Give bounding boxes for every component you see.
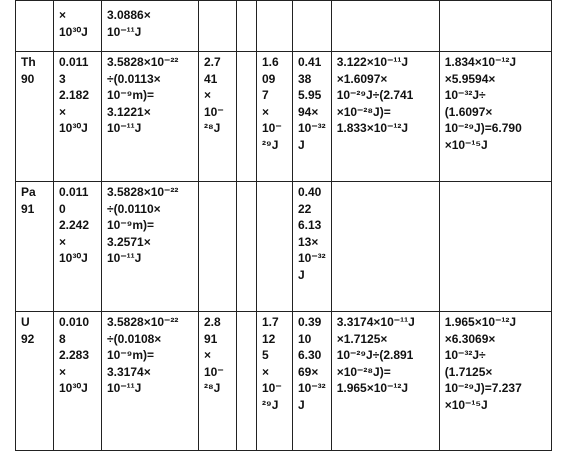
value-cell: 0.011 3 2.182 × 10³⁰J xyxy=(54,52,102,182)
value-cell xyxy=(199,1,237,52)
value-cell: 3.3174×10⁻¹¹J ×1.7125× 10⁻²⁹J÷(2.891 ×10⁻²⁸J)= 1.965×10⁻¹²J xyxy=(331,312,439,451)
value-cell xyxy=(439,1,551,52)
value-cell: 1.965×10⁻¹²J ×6.3069× 10⁻³²J÷ (1.7125× 10⁻²⁹J)=7.237 ×10⁻¹⁵J xyxy=(439,312,551,451)
value-cell: 1.7 12 5 × 10⁻ ²⁹J xyxy=(257,312,293,451)
table-row xyxy=(16,182,552,312)
value-cell xyxy=(237,182,257,312)
value-cell xyxy=(439,182,551,312)
element-cell: U 92 xyxy=(16,312,54,451)
value-cell: 1.6 09 7 × 10⁻ ²⁹J xyxy=(257,52,293,182)
value-cell xyxy=(237,312,257,451)
value-cell xyxy=(293,1,332,52)
value-cell: 0.011 0 2.242 × 10³⁰J xyxy=(54,182,102,312)
element-cell: Th 90 xyxy=(16,52,54,182)
value-cell: 0.010 8 2.283 × 10³⁰J xyxy=(54,312,102,451)
value-cell: 1.834×10⁻¹²J ×5.9594× 10⁻³²J÷ (1.6097× 10⁻²⁹J)=6.790 ×10⁻¹⁵J xyxy=(439,52,551,182)
table-row xyxy=(16,312,552,451)
value-cell xyxy=(257,1,293,52)
value-cell: 3.5828×10⁻²² ÷(0.0113× 10⁻⁹m)= 3.1221× 10⁻¹¹J xyxy=(102,52,199,182)
value-cell xyxy=(237,1,257,52)
element-cell: Pa 91 xyxy=(16,182,54,312)
value-cell: 3.5828×10⁻²² ÷(0.0110× 10⁻⁹m)= 3.2571× 10⁻¹¹J xyxy=(102,182,199,312)
value-cell: × 10³⁰J xyxy=(54,1,102,52)
element-cell xyxy=(16,1,54,52)
value-cell xyxy=(199,182,237,312)
value-cell xyxy=(237,52,257,182)
value-cell: 0.40 22 6.13 13× 10⁻³² J xyxy=(293,182,332,312)
value-cell: 2.7 41 × 10⁻ ²⁸J xyxy=(199,52,237,182)
value-cell: 3.0886× 10⁻¹¹J xyxy=(102,1,199,52)
value-cell xyxy=(331,182,439,312)
value-cell: 2.8 91 × 10⁻ ²⁸J xyxy=(199,312,237,451)
value-cell: 0.39 10 6.30 69× 10⁻³² J xyxy=(293,312,332,451)
table-row xyxy=(16,1,552,52)
value-cell: 3.5828×10⁻²² ÷(0.0108× 10⁻⁹m)= 3.3174× 10⁻¹¹J xyxy=(102,312,199,451)
value-cell xyxy=(331,1,439,52)
value-cell xyxy=(257,182,293,312)
value-cell: 0.41 38 5.95 94× 10⁻³² J xyxy=(293,52,332,182)
table-row xyxy=(16,52,552,182)
value-cell: 3.122×10⁻¹¹J ×1.6097× 10⁻²⁹J÷(2.741 ×10⁻²⁸J)= 1.833×10⁻¹²J xyxy=(331,52,439,182)
data-table xyxy=(15,0,552,451)
